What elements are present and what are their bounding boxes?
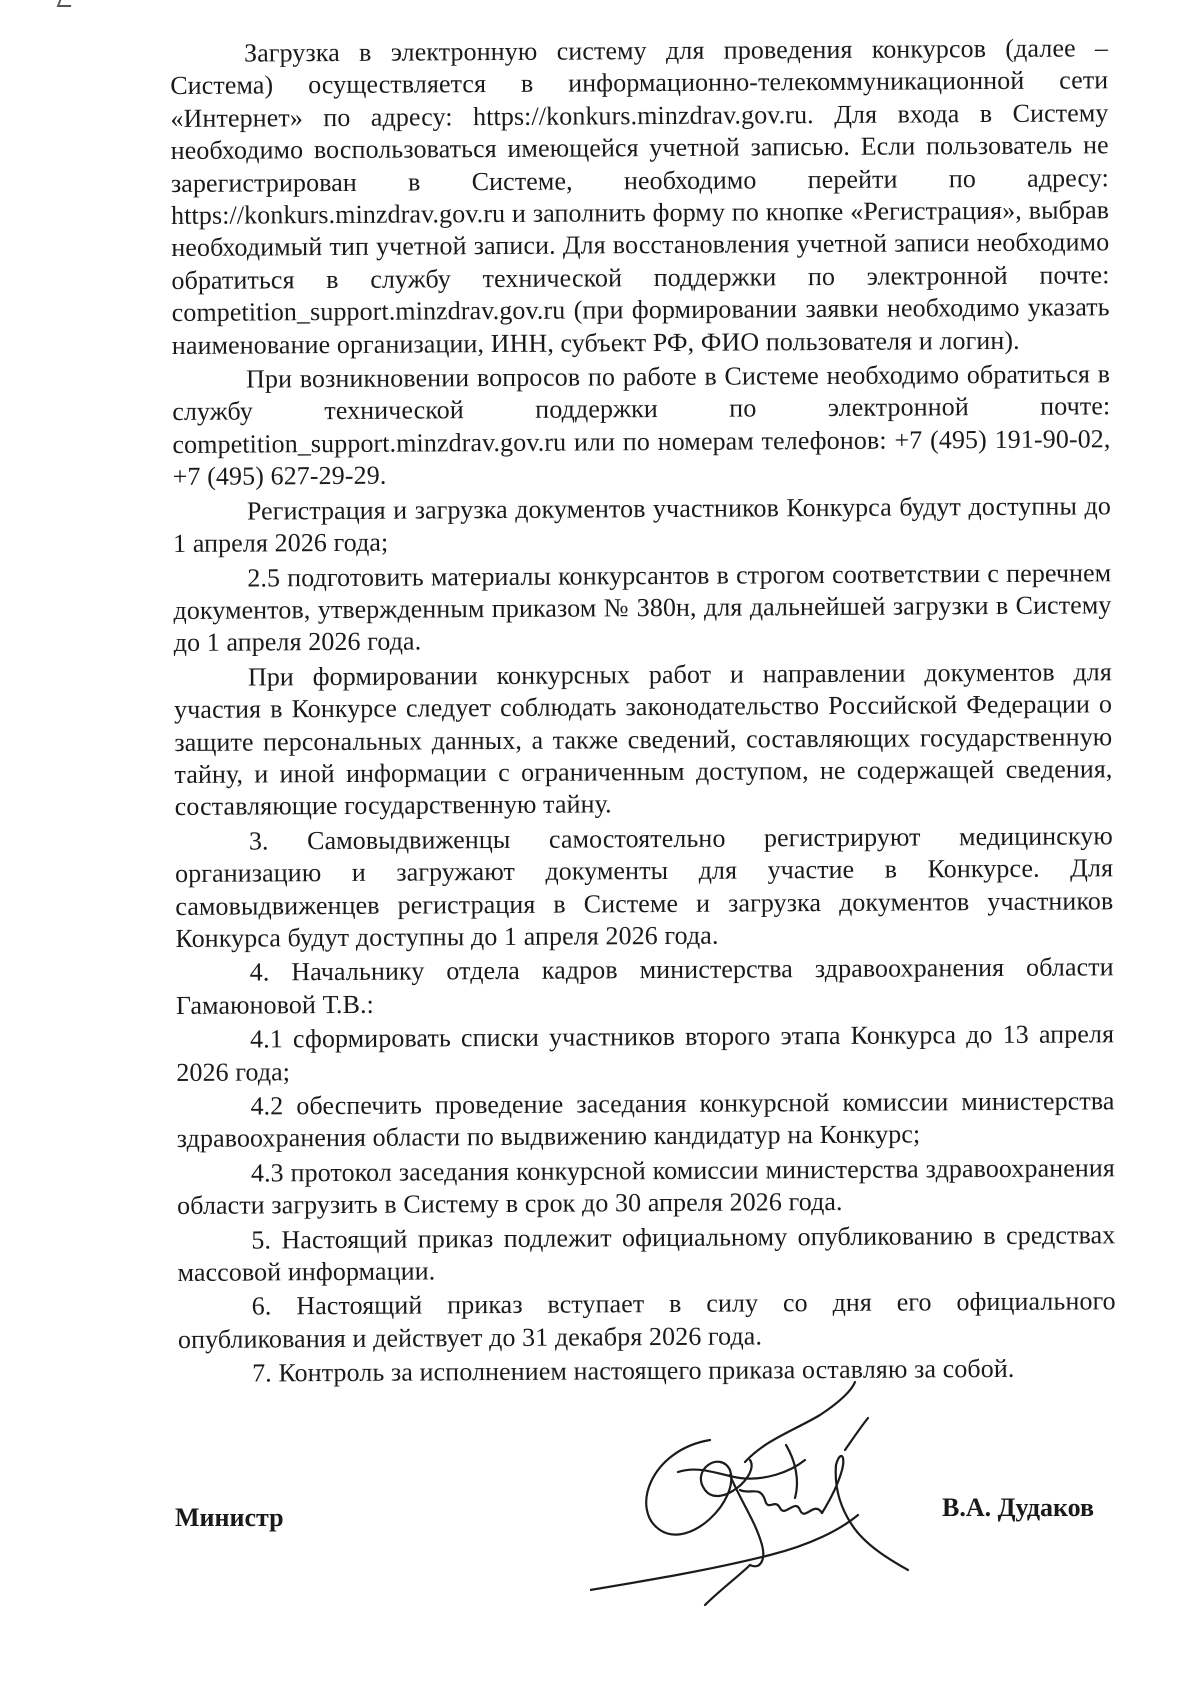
paragraph-item-7: 7. Контроль за исполнением настоящего приказа оставляю за собой. — [252, 1354, 1015, 1388]
paragraph-item-4-2: 4.2 обеспечить проведение заседания конкурсной комиссии министерства здравоохранения области по выдвижению кандидатур на Конкурс; — [176, 1086, 1115, 1154]
paragraph-item-3: 3. Самовыдвиженцы самостоятельно регистрируют медицинскую организацию и загружают документы для участие в Конкурсе. Для самовыдвиженцев регистрация в Системе и загрузка документов участников Конкурса будут доступны до 1 апреля 2026 года. — [175, 821, 1114, 953]
handwritten-signature — [590, 1380, 920, 1620]
signer-name: В.А. Дудаков — [942, 1493, 1095, 1522]
paragraph-item-5: 5. Настоящий приказ подлежит официальному опубликованию в средствах массовой информации. — [177, 1219, 1116, 1288]
signer-position: Министр — [175, 1503, 284, 1532]
paragraph-support-contacts: При возникновении вопросов по работе в Системе необходимо обратиться в службу технической поддержки по электронной почте: competition_support.minzdrav.gov.ru или по номерам телефонов: +7 (495) 191-90-02, +7 (495) 627-29-29. — [172, 359, 1111, 492]
paragraph-item-4-1: 4.1 сформировать списки участников второго этапа Конкурса до 13 апреля 2026 года; — [176, 1019, 1115, 1087]
paragraph-personal-data: При формировании конкурсных работ и направлении документов для участия в Конкурсе следует соблюдать законодательство Российской Федерации о защите персональных данных, а также сведений, составляющих государственную тайну, и иной информации с ограниченным доступом, не содержащей сведения, составляющие государственную тайну. — [174, 656, 1113, 822]
paragraph-item-4: 4. Начальнику отдела кадров министерства здравоохранения области Гамаюновой Т.В.: — [175, 952, 1114, 1020]
paragraph-item-2-5: 2.5 подготовить материалы конкурсантов в строгом соответствии с перечнем документов, утвержденным приказом № 380н, для дальнейшей загрузки в Систему до 1 апреля 2026 года. — [173, 557, 1112, 658]
paragraph-system-upload: Загрузка в электронную систему для проведения конкурсов (далее – Система) осуществляется в информационно-телекоммуникационной сети «Интернет» по адресу: https://konkurs.minzdrav.gov.ru. Для входа в Систему необходимо воспользоваться имеющейся учетной записью. Если пользователь не зарегистрирован в Системе, необходимо перейти по адресу: https://konkurs.minzdrav.gov.ru и заполнить форму по кнопке «Регистрация», выбрав необходимый тип учетной записи. Для восстановления учетной записи необходимо обратиться в службу технической поддержки по электронной почте: competition_support.minzdrav.gov.ru (при формировании заявки необходимо указать наименование организации, ИНН, субъект РФ, ФИО пользователя и логин). — [170, 33, 1110, 360]
paragraph-item-4-3: 4.3 протокол заседания конкурсной комиссии министерства здравоохранения области загрузить в Систему в срок до 30 апреля 2026 года. — [177, 1153, 1116, 1221]
document-body — [170, 32, 1116, 1390]
signature-block — [0, 1380, 1200, 1620]
paragraph-registration-deadline: Регистрация и загрузка документов участников Конкурса будут доступны до 1 апреля 2026 года; — [172, 490, 1111, 559]
paragraph-item-6: 6. Настоящий приказ вступает в силу со дня его официального опубликования и действует до 31 декабря 2026 года. — [177, 1286, 1116, 1354]
scan-corner-mark — [57, 0, 74, 7]
